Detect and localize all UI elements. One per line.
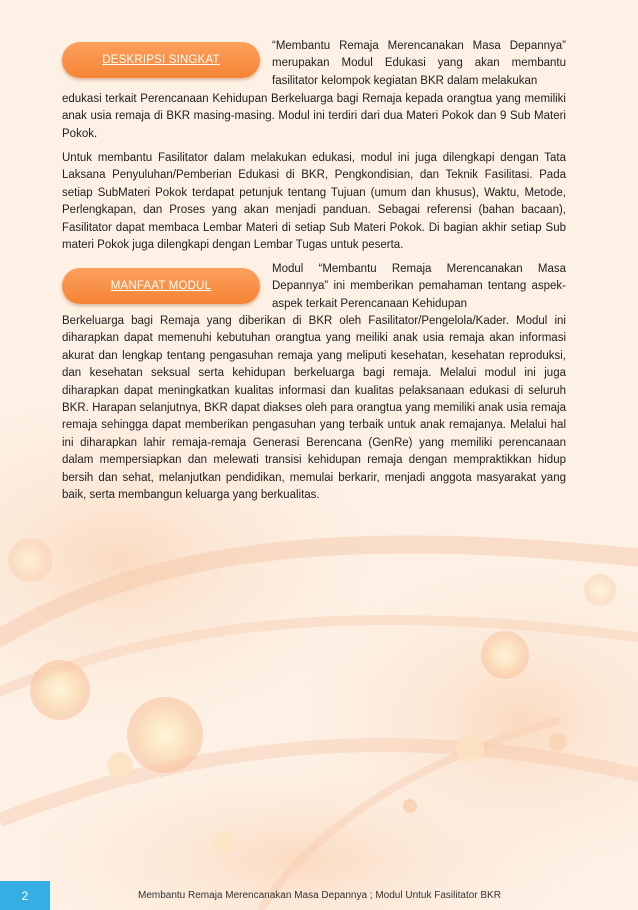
section-pill-deskripsi-singkat — [62, 42, 260, 78]
section-label: MANFAAT MODUL — [110, 280, 212, 292]
section-label: DESKRIPSI SINGKAT — [102, 54, 220, 66]
section2-intro: Modul “Membantu Remaja Merencanakan Masa Depannya” ini memberikan pemahaman tentang aspek-aspek terkait Perencanaan Kehidupan — [272, 263, 566, 310]
section1-paragraph-2: Untuk membantu Fasilitator dalam melakukan edukasi, modul ini juga dilengkapi dengan Tata Laksana Penyuluhan/Pemberian Edukasi di BKR, Pengkondisian, dan Teknik Fasilitasi. Pada setiap SubMateri Pokok terdapat petunjuk tentang Tujuan (umum dan khusus), Waktu, Metode, Perlengkapan, dan Proses yang akan menjadi panduan. Sebagai referensi (bahan bacaan), Fasilitator dapat membaca Lembar Materi di setiap Sub Materi Pokok. Di bagian akhir setiap Sub materi Pokok juga dilengkapi dengan Lembar Tugas untuk peserta. — [62, 152, 566, 252]
section2-paragraph: Berkeluarga bagi Remaja yang diberikan di BKR oleh Fasilitator/Pengelola/Kader. Modul ini diharapkan dapat memenuhi kebutuhan orangtua yang meiliki anak usia remaja akan informasi akurat dan lengkap tentang pengasuhan remaja yang meliputi kesehatan, kesehatan reproduksi, dan kesehatan seksual serta kehidupan berkeluarga bagi remaja. Melalui modul ini juga diharapkan dapat meningkatkan kualitas informasi dan kualitas pelaksanaan edukasi di seluruh BKR. Harapan selanjutnya, BKR dapat diakses oleh para orangtua yang memiliki anak usia remaja remaja sehingga dapat memberikan pengasuhan yang terbaik untuk anak remajanya. Melalui hal ini diharapkan lahir remaja-remaja Generasi Berencana (GenRe) yang memiliki perencanaan dalam mempersiapkan dan melewati transisi kehidupan remaja dengan mempraktikkan hidup bersih dan sehat, melanjutkan pendidikan, memulai berkarir, menjadi anggota masyarakat yang baik, serta membangun keluarga yang berkualitas. — [62, 315, 566, 502]
section-pill-manfaat-modul — [62, 268, 260, 304]
page-number: 2 — [21, 888, 29, 903]
page-number-badge — [0, 881, 50, 910]
section1-paragraph: edukasi terkait Perencanaan Kehidupan Berkeluarga bagi Remaja kepada orangtua yang memiliki anak usia remaja di BKR masing-masing. Modul ini terdiri dari dua Materi Pokok dan 9 Sub Materi Pokok. — [62, 93, 566, 140]
running-footer: Membantu Remaja Merencanakan Masa Depannya ; Modul Untuk Fasilitator BKR — [138, 890, 501, 901]
section1-intro: “Membantu Remaja Merencanakan Masa Depannya” merupakan Modul Edukasi yang akan membantu fasilitator kelompok kegiatan BKR dalam melakukan — [272, 40, 566, 87]
